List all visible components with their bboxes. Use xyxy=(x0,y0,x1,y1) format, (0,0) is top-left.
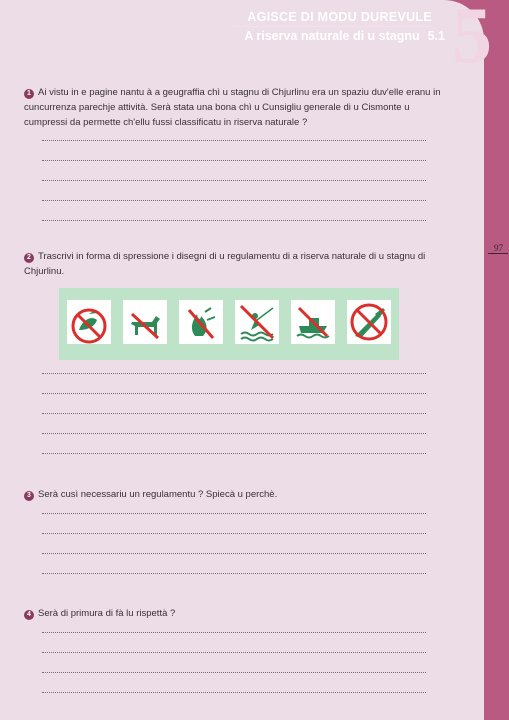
header-title: AGISCE DI MODU DUREVULE xyxy=(247,10,432,24)
no-motorboat-icon xyxy=(291,300,335,344)
answer-line[interactable] xyxy=(42,160,426,161)
answer-line[interactable] xyxy=(42,672,426,673)
answer-line[interactable] xyxy=(42,533,426,534)
no-fire-icon xyxy=(179,300,223,344)
answer-line[interactable] xyxy=(42,513,426,514)
question-number: 1 xyxy=(24,89,34,99)
question-4 xyxy=(24,606,449,621)
answer-line[interactable] xyxy=(42,573,426,574)
answer-line[interactable] xyxy=(42,553,426,554)
question-text: Serà cusì necessariu un regulamentu ? Spiecà u perchè. xyxy=(38,489,278,500)
answer-line[interactable] xyxy=(42,200,426,201)
answer-line[interactable] xyxy=(42,652,426,653)
answer-line[interactable] xyxy=(42,632,426,633)
header xyxy=(0,0,509,80)
answer-line[interactable] xyxy=(42,433,426,434)
answer-line[interactable] xyxy=(42,180,426,181)
section-number: 5.1 xyxy=(427,29,445,43)
question-text: Serà di primura di fà lu rispettà ? xyxy=(38,608,176,619)
no-hunting-icon xyxy=(347,300,391,344)
question-2 xyxy=(24,249,449,279)
regulation-signs-panel xyxy=(59,288,399,360)
answer-line[interactable] xyxy=(42,393,426,394)
header-divider xyxy=(230,26,435,27)
answer-line[interactable] xyxy=(42,373,426,374)
answer-line[interactable] xyxy=(42,453,426,454)
page-number: 97 xyxy=(494,243,503,253)
question-number: 2 xyxy=(24,253,34,263)
answer-line[interactable] xyxy=(42,692,426,693)
no-picking-icon xyxy=(67,300,111,344)
question-text: Trascrivi in forma di spressione i disegni di u regulamentu di a riserva naturale di u stagnu di Chjurlinu. xyxy=(24,251,426,277)
question-3 xyxy=(24,487,449,502)
no-dogs-icon xyxy=(123,300,167,344)
answer-line[interactable] xyxy=(42,140,426,141)
header-subtitle: A riserva naturale di u stagnu 5.1 xyxy=(244,29,445,43)
question-text: Ai vistu in e pagine nantu à a geugraffia chì u stagnu di Chjurlinu era un spaziu duv'elle eranu in cuncurrenza parechje attività. Serà stata una bona chì u Cunsigliu generale di u Cismonte u cumpressi da permette ch'ellu fussi classificatu in riserva naturale ? xyxy=(24,87,441,128)
chapter-number: 5 xyxy=(452,0,492,80)
page-number-rule xyxy=(488,253,508,254)
question-number: 3 xyxy=(24,491,34,501)
answer-line[interactable] xyxy=(42,220,426,221)
answer-line[interactable] xyxy=(42,413,426,414)
question-1 xyxy=(24,85,449,130)
question-number: 4 xyxy=(24,610,34,620)
no-fishing-icon xyxy=(235,300,279,344)
